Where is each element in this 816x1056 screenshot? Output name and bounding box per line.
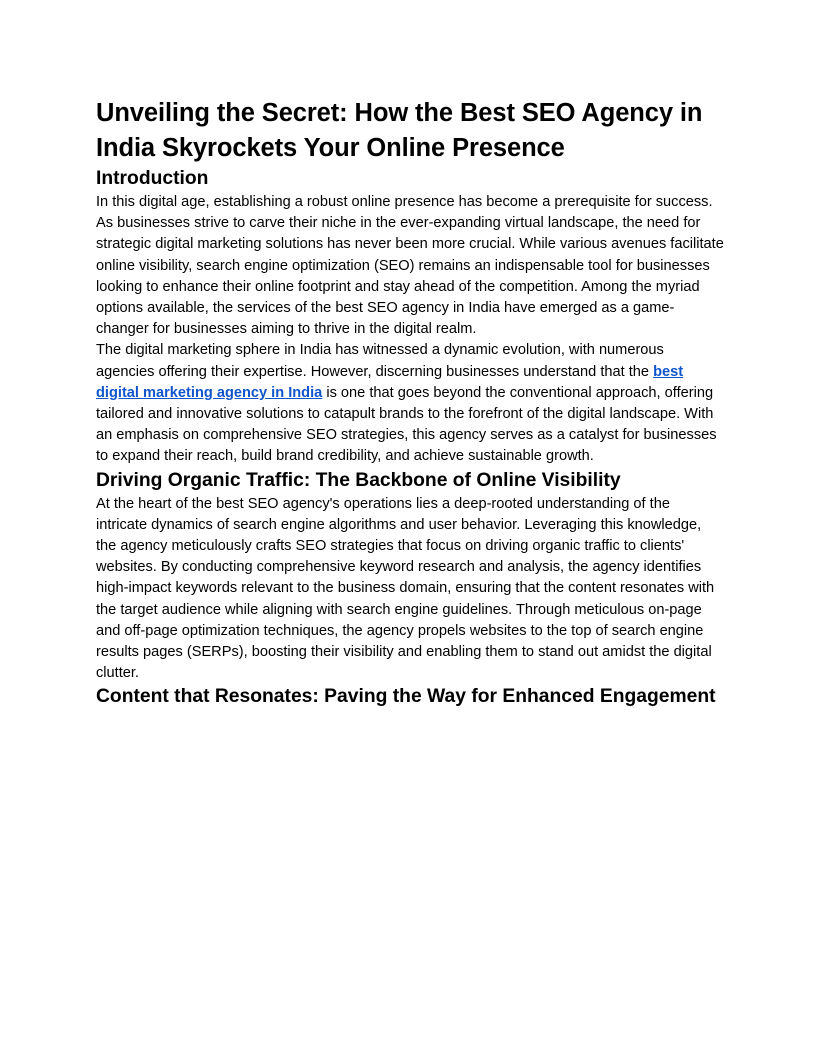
document-body (96, 96, 724, 710)
paragraph-driving-organic-traffic: At the heart of the best SEO agency's operations lies a deep-rooted understanding of the intricate dynamics of search engine algorithms and user behavior. Leveraging this knowledge, the agency meticulously crafts SEO strategies that focus on driving organic traffic to clients' websites. By conducting comprehensive keyword research and analysis, the agency identifies high-impact keywords relevant to the business domain, ensuring that the content resonates with the target audience while aligning with search engine guidelines. Through meticulous on-page and off-page optimization techniques, the agency propels websites to the top of search engine results pages (SERPs), boosting their visibility and enabling them to stand out amidst the digital clutter. (96, 495, 715, 682)
heading-introduction: Introduction (96, 168, 209, 189)
paragraph-introduction-1: In this digital age, establishing a robust online presence has become a prerequisite for success. As businesses strive to carve their niche in the ever-expanding virtual landscape, the need for strategic digital marketing solutions has never been more crucial. While various avenues facilitate online visibility, search engine optimization (SEO) remains an indispensable tool for businesses looking to enhance their online footprint and stay ahead of the competition. Among the myriad options available, the services of the best SEO agency in India have emerged as a game-changer for businesses aiming to thrive in the digital realm. (96, 194, 724, 338)
paragraph-text-before-link: The digital marketing sphere in India has witnessed a dynamic evolution, with numerous agencies offering their expertise. However, discerning businesses understand that the (96, 342, 664, 380)
paragraph-text-after-link: is one that goes beyond the conventional approach, offering tailored and innovative solutions to catapult brands to the forefront of the digital landscape. With an emphasis on comprehensive SEO strategies, this agency serves as a catalyst for businesses to expand their reach, build brand credibility, and achieve sustainable growth. (96, 384, 717, 465)
heading-content-that-resonates: Content that Resonates: Paving the Way for Enhanced Engagement (96, 686, 716, 708)
paragraph-introduction-2 (96, 340, 724, 467)
heading-driving-organic-traffic: Driving Organic Traffic: The Backbone of Online Visibility (96, 469, 621, 491)
document-title: Unveiling the Secret: How the Best SEO Agency in India Skyrockets Your Online Presence (96, 99, 703, 162)
agency-link[interactable]: best digital marketing agency in India (96, 363, 684, 401)
